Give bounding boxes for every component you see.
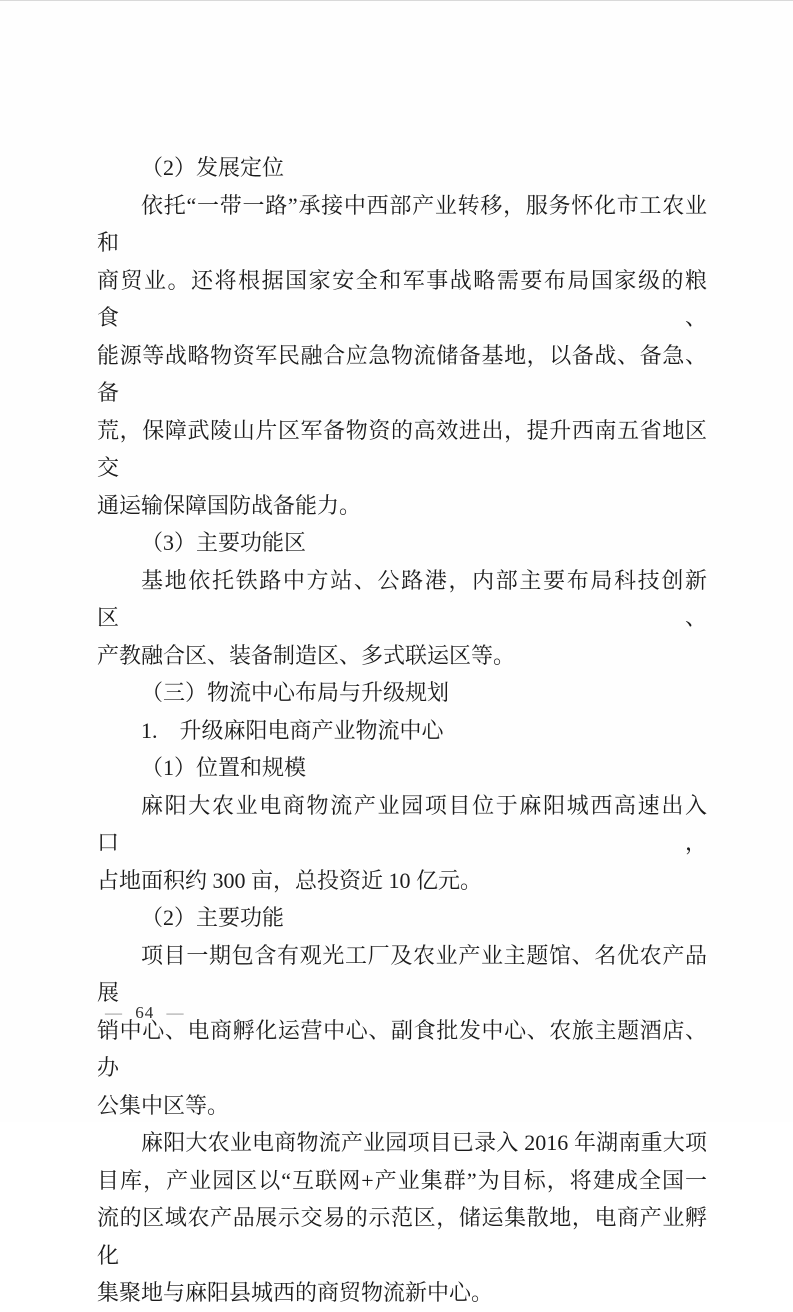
footer-dash-left: — — [105, 1003, 123, 1022]
text-line: 商贸业。还将根据国家安全和军事战略需要布局国家级的粮食、 — [97, 267, 707, 330]
scan-edge-line — [0, 0, 793, 1]
text-line: 能源等战略物资军民融合应急物流储备基地，以备战、备急、备 — [97, 342, 707, 405]
paragraph — [97, 937, 707, 1125]
text-line: 公集中区等。 — [97, 1092, 230, 1118]
heading — [97, 712, 707, 750]
text-line: 依托“一带一路”承接中西部产业转移，服务怀化市工农业和 — [97, 192, 707, 255]
text-line: 占地面积约 300 亩，总投资近 10 亿元。 — [97, 867, 483, 893]
text-line: （2）主要功能 — [141, 905, 285, 930]
text-line: 荒，保障武陵山片区军备物资的高效进出，提升西南五省地区交 — [97, 417, 707, 480]
text-line: 通运输保障国防战备能力。 — [97, 492, 362, 518]
text-line: 集聚地与麻阳县城西的商贸物流新中心。 — [97, 1280, 494, 1305]
page-footer — [105, 1003, 185, 1025]
heading — [97, 149, 707, 187]
text-area — [97, 149, 707, 1312]
paragraph — [97, 562, 707, 675]
text-line: （1）位置和规模 — [141, 755, 307, 780]
text-line: 目库，产业园区以“互联网+产业集群”为目标，将建成全国一 — [97, 1167, 707, 1193]
footer-dash-right: — — [166, 1003, 185, 1022]
text-line: 产教融合区、装备制造区、多式联运区等。 — [97, 642, 516, 668]
heading — [97, 749, 707, 787]
text-line: （3）主要功能区 — [141, 530, 307, 555]
paragraph — [97, 1124, 707, 1312]
text-line: 流的区域农产品展示交易的示范区，储运集散地，电商产业孵化 — [97, 1205, 707, 1268]
paragraph — [97, 187, 707, 525]
text-line: 项目一期包含有观光工厂及农业产业主题馆、名优农产品展 — [97, 942, 707, 1005]
text-line: 麻阳大农业电商物流产业园项目位于麻阳城西高速出入口， — [97, 792, 707, 855]
text-line: 麻阳大农业电商物流产业园项目已录入 2016 年湖南重大项 — [141, 1130, 707, 1155]
text-line: （三）物流中心布局与升级规划 — [141, 680, 450, 705]
text-line: 1. 升级麻阳电商产业物流中心 — [141, 717, 444, 743]
heading — [97, 674, 707, 712]
paragraph — [97, 787, 707, 900]
text-line: 基地依托铁路中方站、公路港，内部主要布局科技创新区、 — [97, 567, 707, 630]
heading — [97, 524, 707, 562]
text-line: 销中心、电商孵化运营中心、副食批发中心、农旅主题酒店、办 — [97, 1017, 707, 1080]
text-line: （2）发展定位 — [141, 155, 285, 180]
footer-page-number: 64 — [135, 1003, 155, 1022]
heading — [97, 899, 707, 937]
